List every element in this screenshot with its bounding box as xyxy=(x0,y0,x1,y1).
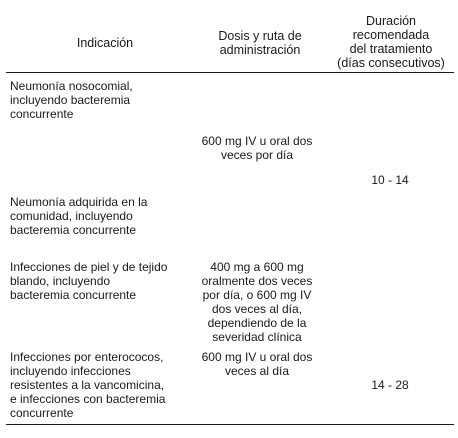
table-bottom-divider xyxy=(6,424,454,425)
duracion-14-28: 14 - 28 xyxy=(371,378,409,392)
indicacion-enterococos: Infecciones por enterococos, incluyendo infecciones resistentes a la vancomicina, e infecciones con bacteremia concurrente xyxy=(10,350,166,420)
dosis-neumonia: 600 mg IV u oral dos veces por día xyxy=(201,134,313,162)
indicacion-neumonia-comunidad: Neumonía adquirida en la comunidad, incluyendo bacteremia concurrente xyxy=(10,195,148,237)
header-indicacion: Indicación xyxy=(76,36,134,50)
header-divider xyxy=(6,72,454,73)
header-duracion: Duración recomendada del tratamiento (días consecutivos) xyxy=(337,14,445,70)
indicacion-neumonia-nosocomial: Neumonía nosocomial, incluyendo bacteremia concurrente xyxy=(10,79,133,121)
dosis-piel-tejido-blando: 400 mg a 600 mg oralmente dos veces por día, o 600 mg IV dos veces al día, dependiendo de la severidad clínica xyxy=(201,260,313,344)
duracion-10-14: 10 - 14 xyxy=(371,173,409,187)
dosis-enterococos: 600 mg IV u oral dos veces al día xyxy=(201,350,313,378)
indicacion-piel-tejido-blando: Infecciones de piel y de tejido blando, incluyendo bacteremia concurrente xyxy=(10,260,168,302)
header-dosis: Dosis y ruta de administración xyxy=(218,29,302,57)
